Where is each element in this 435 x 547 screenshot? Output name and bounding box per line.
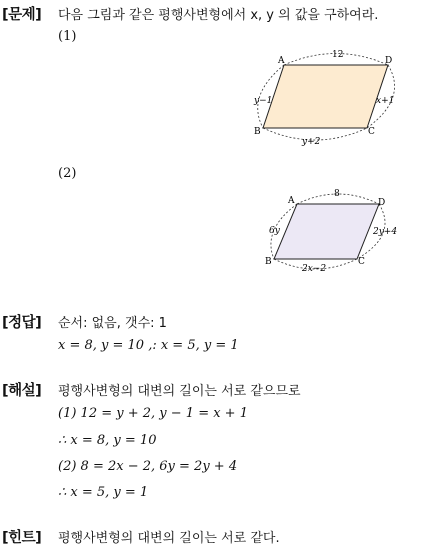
figure1-vertex-d: D [385, 56, 393, 66]
figure2-bottom-label: 2x−2 [302, 264, 327, 274]
hint-text: 평행사변형의 대변의 길이는 서로 같다. [58, 531, 280, 546]
answer-tag: [정답] [2, 315, 42, 331]
figure1-left-label: y−1 [254, 96, 273, 106]
figure1-right-label: x+1 [376, 96, 395, 106]
part1-label: (1) [58, 29, 77, 44]
problem-question: 다음 그림과 같은 평행사변형에서 x, y 의 값을 구하여라. [58, 8, 379, 23]
figure1-vertex-a: A [278, 56, 285, 66]
figure1-top-label: 12 [332, 50, 344, 60]
figure2-vertex-b: B [265, 257, 272, 267]
figure2-left-label: 6y [269, 226, 280, 236]
explanation-line-4: (2) 8 = 2x − 2, 6y = 2y + 4 [58, 459, 238, 474]
explanation-line-5: ∴ x = 5, y = 1 [58, 485, 149, 500]
answer-line-2: x = 8, y = 10 ,: x = 5, y = 1 [58, 338, 239, 353]
parallelogram-figure-2 [258, 183, 403, 278]
figure2-vertex-d: D [378, 198, 386, 208]
part2-label: (2) [58, 166, 77, 181]
explanation-line-1: 평행사변형의 대변의 길이는 서로 같으므로 [58, 384, 301, 399]
figure1-vertex-c: C [368, 127, 375, 137]
figure2-top-label: 8 [334, 189, 340, 199]
figure2-right-label: 2y+4 [373, 227, 398, 237]
figure1-bottom-label: y+2 [302, 137, 321, 147]
explanation-tag: [해설] [2, 383, 42, 399]
figure2-vertex-a: A [288, 196, 295, 206]
answer-line-1: 순서: 없음, 갯수: 1 [58, 316, 167, 331]
parallelogram-figure-1 [250, 48, 405, 148]
figure1-parallelogram [263, 65, 388, 128]
figure2-vertex-c: C [358, 257, 365, 267]
problem-tag: [문제] [2, 7, 42, 23]
hint-tag: [힌트] [2, 530, 42, 546]
figure2-parallelogram [274, 204, 379, 259]
figure1-vertex-b: B [254, 127, 261, 137]
explanation-line-3: ∴ x = 8, y = 10 [58, 433, 157, 448]
explanation-line-2: (1) 12 = y + 2, y − 1 = x + 1 [58, 406, 248, 421]
